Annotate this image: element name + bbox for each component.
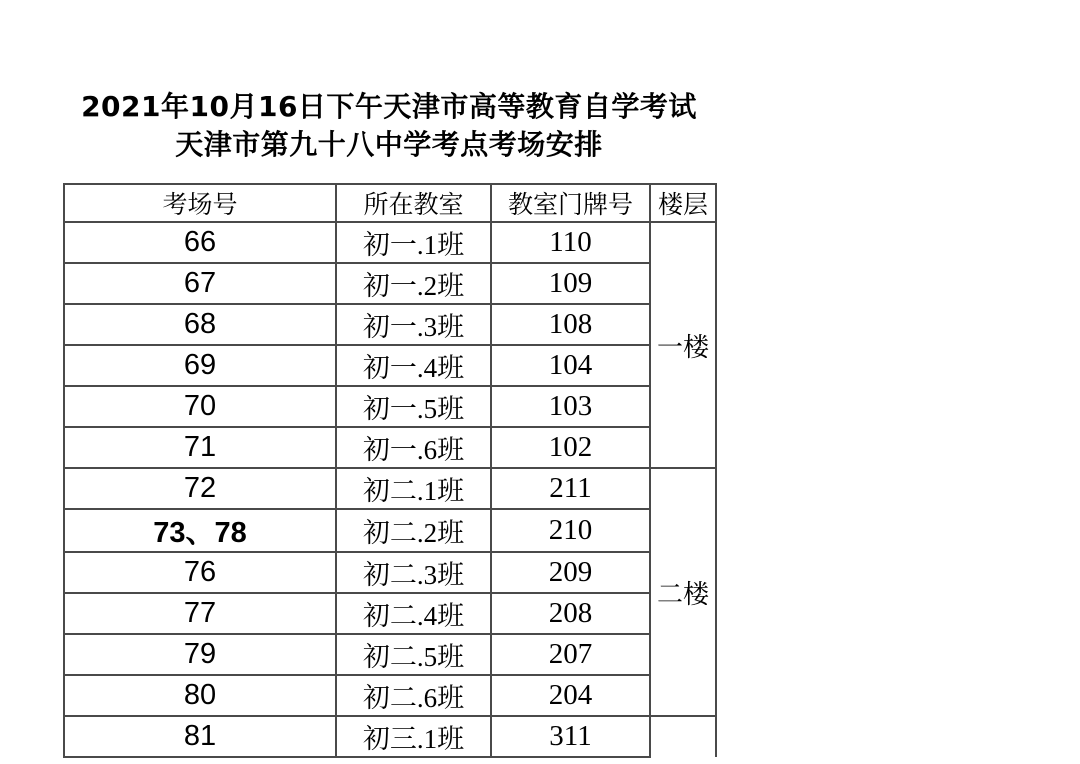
door-number-cell: 102 (491, 427, 650, 468)
classroom-cell: 初二.6班 (336, 675, 491, 716)
classroom-cell: 初二.3班 (336, 552, 491, 593)
table-header-row (64, 184, 716, 222)
room-number-cell: 77 (64, 593, 336, 634)
classroom-cell: 初二.1班 (336, 468, 491, 509)
door-number-cell: 209 (491, 552, 650, 593)
table-row (64, 634, 716, 675)
table-row (64, 675, 716, 716)
classroom-cell: 初一.2班 (336, 263, 491, 304)
door-number-cell: 110 (491, 222, 650, 263)
room-number-cell: 79 (64, 634, 336, 675)
title-line-2: 天津市第九十八中学考点考场安排 (175, 128, 603, 161)
table-row (64, 468, 716, 509)
column-header-floor: 楼层 (650, 184, 716, 222)
door-number-cell: 211 (491, 468, 650, 509)
door-number-cell: 210 (491, 509, 650, 552)
classroom-cell: 初一.3班 (336, 304, 491, 345)
room-number-cell: 66 (64, 222, 336, 263)
door-number-cell: 109 (491, 263, 650, 304)
classroom-cell: 初一.4班 (336, 345, 491, 386)
column-header-classroom: 所在教室 (336, 184, 491, 222)
door-number-cell: 204 (491, 675, 650, 716)
door-number-cell: 208 (491, 593, 650, 634)
document-title (63, 88, 715, 164)
room-number-cell: 70 (64, 386, 336, 427)
classroom-cell: 初三.1班 (336, 716, 491, 757)
room-number-cell: 71 (64, 427, 336, 468)
column-header-room-number: 考场号 (64, 184, 336, 222)
table-row (64, 263, 716, 304)
door-number-cell: 311 (491, 716, 650, 757)
table-row (64, 304, 716, 345)
classroom-cell: 初一.6班 (336, 427, 491, 468)
table-row (64, 509, 716, 552)
door-number-cell: 103 (491, 386, 650, 427)
table-body (64, 222, 716, 757)
room-number-cell: 69 (64, 345, 336, 386)
exam-room-table (63, 183, 717, 758)
table-row (64, 345, 716, 386)
floor-cell: 一楼 (650, 222, 716, 468)
classroom-cell: 初二.5班 (336, 634, 491, 675)
column-header-door-number: 教室门牌号 (491, 184, 650, 222)
floor-cell: 二楼 (650, 468, 716, 716)
room-number-cell: 68 (64, 304, 336, 345)
door-number-cell: 104 (491, 345, 650, 386)
door-number-cell: 108 (491, 304, 650, 345)
table-row (64, 222, 716, 263)
table-row (64, 593, 716, 634)
room-number-cell: 67 (64, 263, 336, 304)
table-row (64, 427, 716, 468)
floor-cell (650, 716, 716, 757)
classroom-cell: 初二.2班 (336, 509, 491, 552)
room-number-cell: 76 (64, 552, 336, 593)
room-number-cell: 80 (64, 675, 336, 716)
classroom-cell: 初二.4班 (336, 593, 491, 634)
door-number-cell: 207 (491, 634, 650, 675)
room-number-cell: 73、78 (64, 509, 336, 552)
room-number-cell: 72 (64, 468, 336, 509)
title-line-1: 2021年10月16日下午天津市高等教育自学考试 (81, 90, 697, 123)
classroom-cell: 初一.1班 (336, 222, 491, 263)
table-row (64, 552, 716, 593)
room-number-cell: 81 (64, 716, 336, 757)
table-row (64, 386, 716, 427)
classroom-cell: 初一.5班 (336, 386, 491, 427)
table-row (64, 716, 716, 757)
